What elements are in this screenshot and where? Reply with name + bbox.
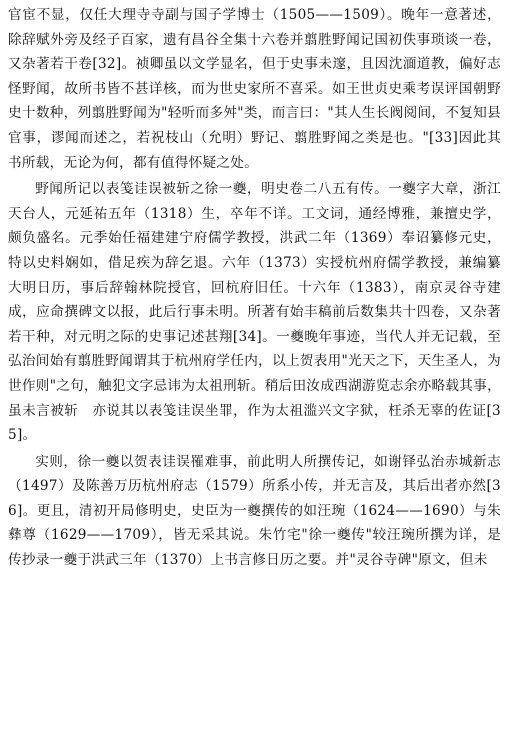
paragraph-historiography-rebuttal: 实则，徐一夔以贺表诖误罹难事，前此明人所撰传记，如谢铎弘治赤城新志（1497）及陈善万历杭州府志（1579）所系小传，并无言及，其后出者亦然[36]。更且，清初开局修明史，史臣为一夔撰传的如汪琬（1624——1690）与朱彝尊（1629——1709），皆无采其说。朱竹宅"徐一夔传"较汪琬所撰为详，是传抄录一夔于洪武三年（1370）上书言修日历之要。并"灵谷寺碑"原文，但未	[8, 453, 501, 569]
paragraph-xu-zhenqing-critique: 官宦不显，仅任大理寺寺副与国子学博士（1505——1509）。晚年一意著述，除辞赋外旁及经子百家，遗有昌谷全集十六卷并翦胜野闻记国初佚事琐谈一卷，又杂著若干卷[32]。祯卿虽以文学显名，但于史事未邃，且因沈湎道教，偏好志怪野闻，故所书皆不甚详核，而为世史家所不喜采。如王世贞史乘考误评国朝野史十数种，列翦胜野闻为"轻听而多舛"类，而言曰："其人生长阀阅间，不复知县官事，谬闻而述之，若祝枝山（允明）野记、翦胜野闻之类是也。"[33]因此其书所载，无论为何，都有值得怀疑之处。	[8, 7, 501, 171]
paragraph-xu-yikui-biography: 野闻所记以表笺诖误被斩之徐一夔，明史卷二八五有传。一夔字大章，浙江天台人，元延祐五年（1318）生，卒年不详。工文词，通经博雅，兼擅史学，颇负盛名。元季始任福建建宁府儒学教授，洪武二年（1369）奉诏纂修元史，特以史料娴如，借足疾为辞乞退。六年（1373）实授杭州府儒学教授，兼编纂大明日历，事后辞翰林院授官，回杭府旧任。十六年（1383），南京灵谷寺建成，应命撰碑文以报，此后行事未明。所著有始丰稿前后数集共十四卷，又杂著若干种，对元明之际的史事记述甚翔[34]。一夔晚年事迹，当代人并无记载，至弘治间始有翦胜野闻谓其于杭州府学任内，以上贺表用"光天之下，天生圣人，为世作则"之句，触犯文字忌讳为太祖刑斩。稍后田汝成西湖游览志余亦略载其事，虽未言被斩 亦说其以表笺诖误坐罪，作为太祖滥兴文字狱，枉杀无辜的佐证[35]。	[8, 181, 501, 444]
